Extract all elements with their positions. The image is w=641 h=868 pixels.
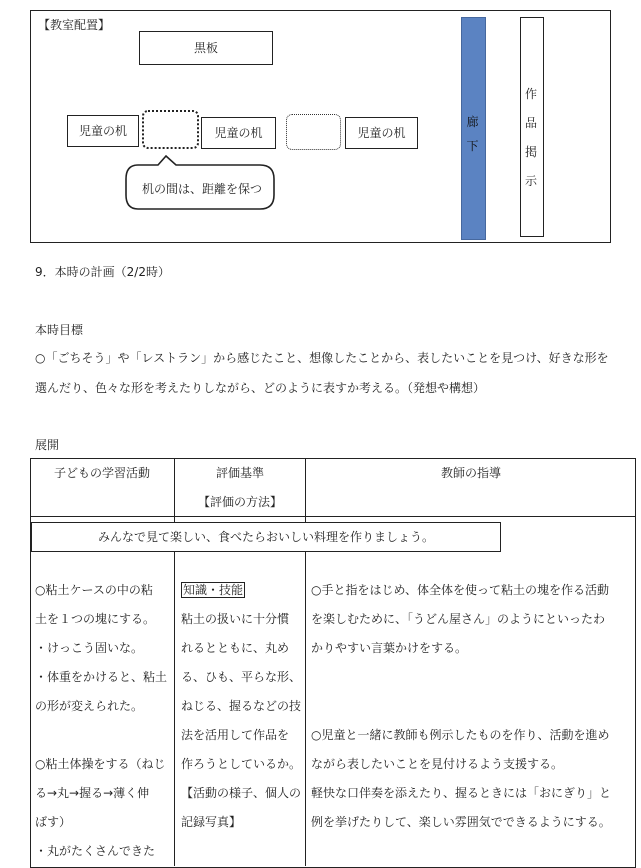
corridor-label — [461, 110, 484, 158]
activity-line: ・体重をかけると、粘土 — [35, 670, 168, 684]
desk-gap-1 — [142, 110, 199, 149]
criteria-line: 【活動の様子、個人の — [181, 786, 302, 800]
col1-header: 子どもの学習活動 — [53, 466, 150, 480]
col2-header-method: 【評価の方法】 — [197, 495, 282, 509]
blackboard-box — [139, 31, 273, 65]
desk-gap-2 — [286, 114, 341, 150]
table-divider-2 — [305, 458, 306, 866]
corridor-char-2: 下 — [466, 139, 479, 153]
criteria-line: 粘土の扱いに十分慣 — [181, 612, 290, 626]
desk-2 — [201, 117, 276, 149]
col2-header: 評価基準 — [215, 466, 264, 480]
table-header-line — [30, 516, 636, 517]
goal-line-2: 選んだり、色々な形を考えたりしながら、どのように表すか考える。（発想や構想） — [35, 381, 486, 395]
banner-text: みんなで見て楽しい、食べたらおいしい料理を作りましょう。 — [97, 530, 434, 544]
section-heading: 9．本時の計画（2/2時） — [35, 265, 170, 279]
guidance-line: ○児童と一緒に教師も例示したものを作り、活動を進め — [311, 728, 610, 742]
criteria-line: 記録写真】 — [181, 815, 242, 829]
display-char-2: 品 — [524, 116, 537, 130]
table-divider-1 — [174, 458, 175, 866]
callout-text: 机の間は、距離を保つ — [142, 182, 263, 196]
desk-1 — [67, 115, 139, 147]
lesson-banner — [31, 522, 501, 552]
goal-heading: 本時目標 — [35, 323, 84, 337]
diagram-title: 【教室配置】 — [38, 18, 111, 32]
blackboard-label: 黒板 — [193, 41, 218, 55]
desk-3-label: 児童の机 — [357, 126, 406, 140]
criteria-line: 法を活用して作品を — [181, 728, 290, 742]
col3-block-2 — [311, 721, 611, 837]
guidance-line: かりやすい言葉かけをする。 — [311, 641, 468, 655]
display-char-3: 掲 — [524, 145, 537, 159]
activity-line: ・丸がたくさんできた — [35, 844, 156, 858]
criteria-line: ねじる、握るなどの技 — [181, 699, 302, 713]
activity-line: ・けっこう固いな。 — [35, 641, 144, 655]
col2-content — [181, 576, 301, 837]
criteria-line: れるとともに、丸め — [181, 641, 290, 655]
criteria-line: 作ろうとしているか。 — [181, 757, 302, 771]
activity-line: の形が変えられた。 — [35, 699, 144, 713]
desk-1-label: 児童の机 — [78, 124, 127, 138]
col1-content — [35, 576, 167, 866]
criteria-line: る、ひも、平らな形、 — [181, 670, 302, 684]
guidance-line: を楽しむために、「うどん屋さん」のようにといったわ — [311, 612, 606, 626]
display-char-4: 示 — [524, 174, 537, 188]
guidance-line: ながら表したいことを見付けるよう支援する。 — [311, 757, 564, 771]
corridor-char-1: 廊 — [466, 115, 479, 129]
activity-line: ばす） — [35, 815, 72, 829]
display-label — [520, 80, 542, 196]
col3-block-1 — [311, 576, 609, 663]
activity-line: る→丸→握る→薄く伸 — [35, 786, 150, 800]
development-heading: 展開 — [35, 438, 60, 452]
desk-3 — [345, 117, 418, 149]
col3-header: 教師の指導 — [440, 466, 501, 480]
activity-line: ○粘土ケースの中の粘 — [35, 583, 153, 597]
guidance-line: ○手と指をはじめ、体全体を使って粘土の塊を作る活動 — [311, 583, 609, 597]
criteria-tag: 知識・技能 — [183, 583, 244, 597]
display-char-1: 作 — [524, 87, 537, 101]
guidance-line: 例を挙げたりして、楽しい雰囲気でできるようにする。 — [311, 815, 611, 829]
activity-spacer — [35, 721, 167, 750]
guidance-line: 軽快な口伴奏を添えたり、握るときには「おにぎり」と — [311, 786, 612, 800]
activity-line: 土を１つの塊にする。 — [35, 612, 156, 626]
desk-2-label: 児童の机 — [214, 126, 263, 140]
goal-line-1: ○「ごちそう」や「レストラン」から感じたこと、想像したことから、表したいことを見つけ、好きな形を — [35, 351, 609, 365]
activity-line: ○粘土体操をする（ねじ — [35, 757, 166, 771]
